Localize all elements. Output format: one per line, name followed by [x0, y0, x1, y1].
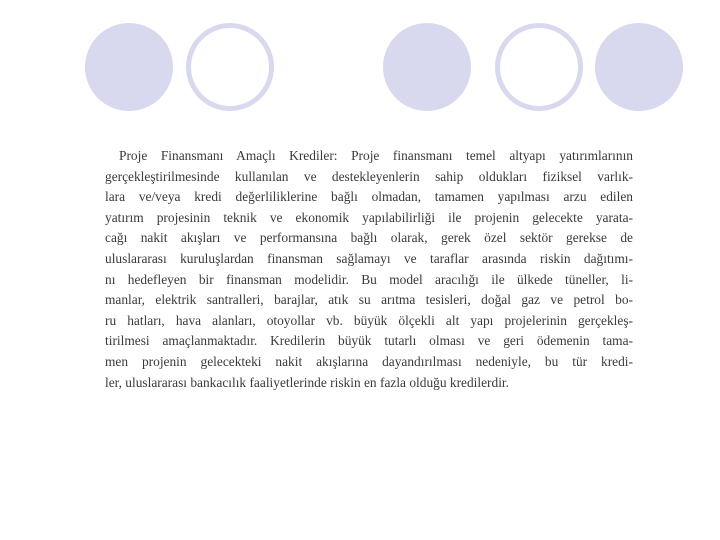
paragraph-line: yatırım projesinin teknik ve ekonomik yapılabilirliği ile projenin gelecekte yarata- — [105, 209, 633, 225]
paragraph-line: tirilmesi amaçlanmaktadır. Kredilerin büyük tutarlı olması ve geri ödemenin tama- — [105, 333, 633, 349]
decorative-circle-ring-2 — [495, 23, 583, 111]
paragraph-line: ler, uluslararası bankacılık faaliyetlerinde riskin en fazla olduğu kredilerdir. — [105, 374, 510, 390]
paragraph-line: nı hedefleyen bir finansman modelidir. Bu model aracılığı ile ülkede tüneller, li- — [105, 271, 633, 287]
paragraph-line: ru hatları, hava alanları, otoyollar vb. büyük ölçekli alt yapı projelerinin gerçekleş- — [105, 312, 633, 328]
paragraph-line: uluslararası kuruluşlardan finansman sağlamayı ve taraflar arasında riskin dağıtımı- — [105, 250, 633, 266]
decorative-circle-filled-3 — [595, 23, 683, 111]
paragraph-line: men projenin gelecekteki nakit akışlarına dayandırılması nedeniyle, bu tür kredi- — [105, 353, 633, 369]
paragraph-line: Proje Finansmanı Amaçlı Krediler: Proje finansmanı temel altyapı yatırımlarının — [119, 148, 633, 163]
decorative-circle-filled-1 — [85, 23, 173, 111]
decorative-circle-ring-1 — [186, 23, 274, 111]
paragraph-line: lara ve/veya kredi değerliliklerine bağlı olmadan, tamamen yapılması arzu edilen — [105, 189, 633, 205]
paragraph-line: manlar, elektrik santralleri, barajlar, atık su arıtma tesisleri, doğal gaz ve petrol bo- — [105, 292, 633, 308]
paragraph-line: cağı nakit akışları ve performansına bağlı olarak, gerek özel sektör gerekse de — [105, 230, 633, 246]
paragraph-line: gerçekleştirilmesinde kullanılan ve destekleyenlerin sahip oldukları fiziksel varlık- — [105, 168, 633, 184]
decorative-circle-filled-2 — [383, 23, 471, 111]
body-paragraph — [105, 146, 633, 393]
